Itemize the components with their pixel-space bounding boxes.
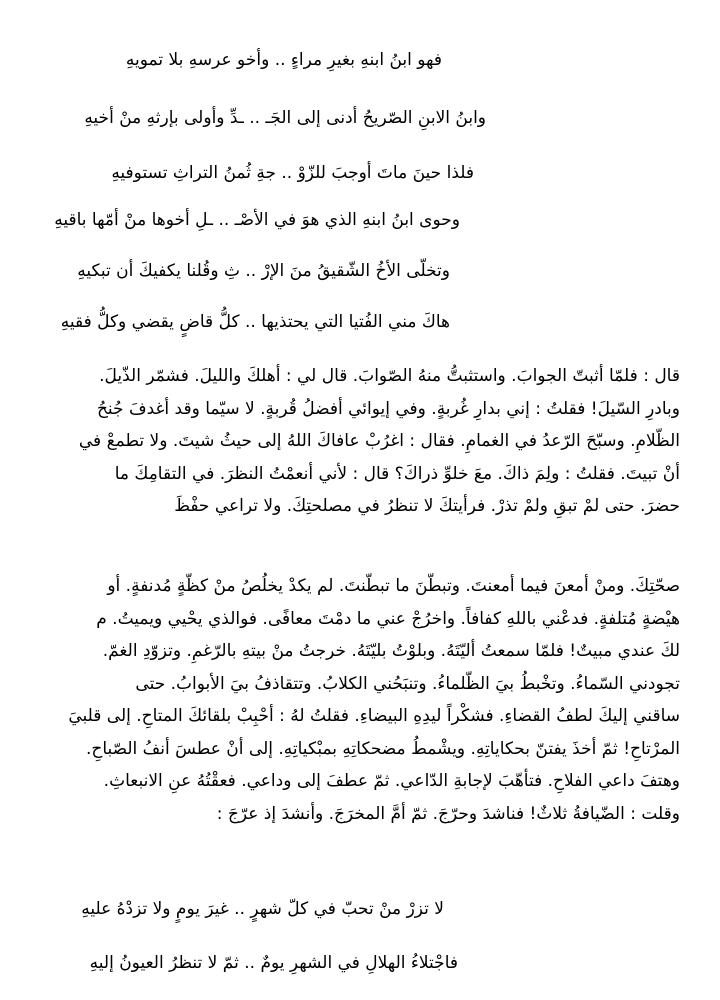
- poem-verse: وابنُ الابنِ الصّريحُ أدنى إلى الجَـ .. ـدِّ وأولى بإرثهِ منْ أخيهِ: [84, 108, 486, 128]
- paragraph-line: صحّتِكَ. ومنْ أمعنَ فيما أمعنتَ. وتبطّنَ ما تبطّنتَ. لم يكدْ يخلُصُ منْ كظّةٍ مُدنفةٍ. أو: [107, 576, 680, 596]
- paragraph-line: وبادرِ السّيلَ! فقلتُ : إني بدارِ غُربةٍ. وفي إيوائي أفضلُ قُربةٍ. لا سيّما وقد أغدفَ جُنحُ: [96, 398, 680, 419]
- paragraph-line: الظّلامِ. وسبّحَ الرّعدُ في الغمامِ. فقال : اغرُبْ عافاكَ اللهُ إلى حيثُ شيتَ. ولا تطمعْ في: [78, 431, 680, 451]
- poem-verse: فاجْتلاءُ الهلالِ في الشهرِ يومٌ .. ثمّ لا تنظرُ العيونُ إليهِ: [89, 953, 458, 973]
- paragraph-line: قال : فلمّا أثبتّ الجوابَ. واستثبتُّ منهُ الصّوابَ. قال لي : أهلكَ والليلَ. فشمّر الذّيلَ.: [99, 366, 680, 386]
- poem-verse: فهو ابنُ ابنهِ بغيرِ مراءٍ .. وأخو عرسهِ بلا تمويهِ: [125, 50, 442, 70]
- paragraph-line: حضرَ. حتى لمْ تبقِ ولمْ تذرْ. فرأيتكَ لا تنظرُ في مصلحتِكَ. ولا تراعي حفْظَ: [174, 496, 680, 516]
- paragraph-line: ساقني إليكَ لطفُ القضاءِ. فشكْراً ليدِهِ البيضاءِ. فقلتُ لهُ : أحْبِبْ بلقائكَ المتاحِ. إلى قلبيَ: [68, 706, 680, 726]
- poem-verse: وتخلّى الأخُ الشّقيقُ منَ الإرْ .. ثِ وقُلنا يكفيكَ أن تبكيهِ: [77, 261, 450, 281]
- poem-verse: هاكَ مني الفُتيا التي يحتذيها .. كلُّ قاضٍ يقضي وكلُّ فقيهِ: [60, 312, 450, 332]
- paragraph-line: هيْضةٍ مُتلفةٍ. فدعْني باللهِ كفافاً. واخرُجْ عني ما دمْتَ معافًى. فوالذي يحْيي ويميتُ. م: [96, 608, 680, 629]
- poem-verse: لا تزرْ منْ تحبّ في كلّ شهرٍ .. غيرَ يومٍ ولا تزدْهُ عليهِ: [81, 899, 444, 919]
- paragraph-line: المرْتاحِ! ثمّ أخذَ يفتنّ بحكاياتِهِ. ويشْمطُ مضحكاتِهِ بمبْكياتِهِ. إلى أنْ عطسَ أنفُ الصّباحِ.: [85, 738, 680, 759]
- poem-verse: فلذا حينَ ماتَ أوجبَ للزّوْ .. جةِ ثُمنُ التراثِ تستوفيهِ: [111, 163, 474, 183]
- paragraph-line: تجودني السّماءُ. وتخْبطُ بيَ الظّلماءُ. وتنبَحُني الكلابُ. وتتقاذفُ بيَ الأبوابُ. حتى: [135, 673, 680, 694]
- paragraph-line: وهتفَ داعي الفلاحِ. فتأهّبَ لإجابةِ الدّاعي. ثمّ عطفَ إلى وداعي. فعقْتُهُ عنِ الانبعاثِ.: [103, 771, 680, 791]
- paragraph-2: [40, 570, 680, 830]
- paragraph-line: أنْ تبيتَ. فقلتُ : ولِمَ ذاكَ. معَ خلوِّ ذراكَ؟ قال : لأني أنعمْتُ النظرَ. في التقامِكَ ما: [114, 463, 680, 484]
- paragraph-line: لكَ عندي مبيتٌ! فلمّا سمعتُ أليّتَهُ. وبلوْتُ بليّتَهُ. خرجتُ منْ بيتهِ بالرّغمِ. وتزوّدِ الغمّ.: [102, 641, 680, 661]
- paragraph-1: [40, 360, 680, 523]
- poem-verse: وحوى ابنُ ابنهِ الذي هوَ في الأصْـ .. ـلِ أخوها منْ أمّها باقيهِ: [54, 210, 460, 230]
- paragraph-line: وقلت : الضّيافةُ ثلاثٌ! فناشدَ وحرّجَ. ثمّ أمَّ المخرَجَ. وأنشدَ إذ عرّجَ :: [216, 803, 680, 824]
